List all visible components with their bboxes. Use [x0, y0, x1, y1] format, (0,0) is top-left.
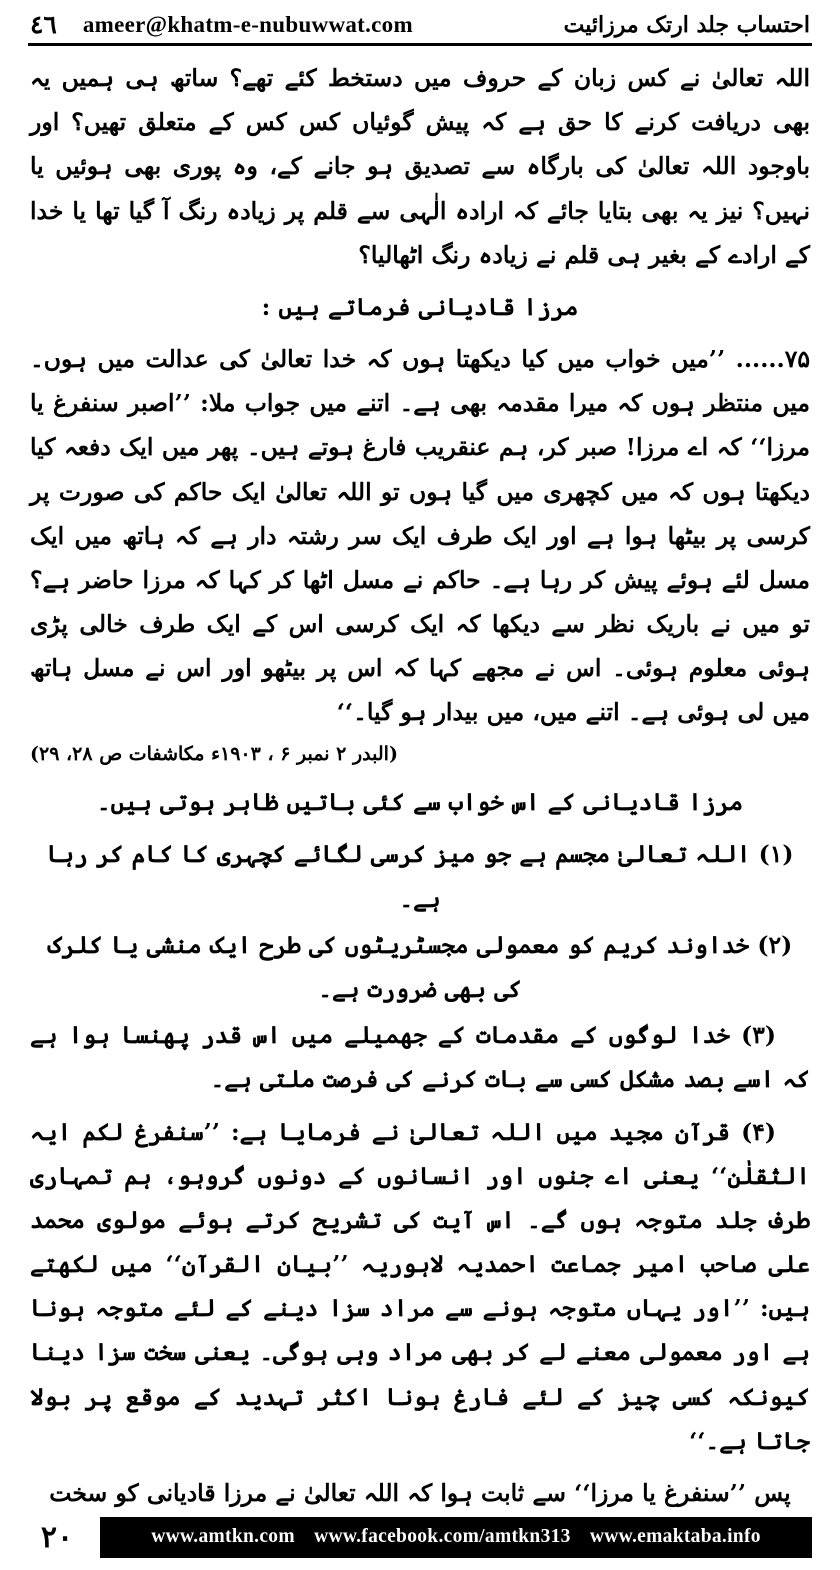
- paragraph-conclusion-intro: مرزا قادیانی کے اس خواب سے کئی باتیں ظاہر ہوتی ہیں۔: [96, 788, 744, 817]
- footer-page-number: ۲۰: [40, 1520, 74, 1556]
- footer-link-emaktaba[interactable]: www.emaktaba.info: [589, 1526, 761, 1548]
- header-divider: [28, 43, 812, 46]
- page-footer: [26, 1517, 814, 1570]
- paragraph-intro: اللہ تعالیٰ نے کس زبان کے حروف میں دستخط کئے تھے؟ ساتھ ہی ہمیں یہ بھی دریافت کرنے کا حق ہے کہ پیش گوئیاں کس کس کے متعلق تھیں؟ اور باوجود اللہ تعالیٰ کی بارگاہ سے تصدیق ہو جانے کے، وہ پوری بھی ہوئیں یا نہیں؟ نیز یہ بھی بتایا جائے کہ ارادہ الٰہی سے قلم پر زیادہ رنگ آ گیا تھا یا خدا کے ارادے کے بغیر ہی قلم نے زیادہ رنگ اٹھالیا؟: [30, 64, 810, 269]
- footer-links-bar: [100, 1517, 812, 1558]
- list-item-point-3: (۳) خدا لوگوں کے مقدمات کے جھمیلے میں اس قدر پھنسا ہوا ہے کہ اسے بصد مشکل کسی سے بات کرنے کی فرصت ملتی ہے۔: [30, 1021, 810, 1094]
- header-left-group: [30, 10, 413, 39]
- list-item-point-1: (۱) اللہ تعالیٰ مجسم ہے جو میز کرسی لگائے کچہری کا کام کر رہا ہے۔: [46, 840, 794, 913]
- paragraph-dream-quote: ۷۵...... ’’میں خواب میں کیا دیکھتا ہوں کہ خدا تعالیٰ کی عدالت میں ہوں۔ میں منتظر ہوں کہ میرا مقدمہ بھی ہے۔ اتنے میں جواب ملا: ’’اصبر سنفرغ یا مرزا‘‘ کہ اے مرزا! صبر کر، ہم عنقریب فارغ ہوتے ہیں۔ پھر میں ایک دفعہ کیا دیکھتا ہوں کہ میں کچھری میں گیا ہوں تو اللہ تعالیٰ ایک حاکم کی صورت پر کرسی پر بیٹھا ہوا ہے اور ایک طرف ایک سر رشتہ دار ہے کہ ہاتھ میں ایک مسل لئے ہوئے پیش کر رہا ہے۔ حاکم نے مسل اٹھا کر کہا کہ مرزا حاضر ہے؟ تو میں نے باریک نظر سے دیکھا کہ ایک کرسی اس کے ایک طرف خالی پڑی ہوئی معلوم ہوئی۔ اس نے مجھے کہا کہ اس پر بیٹھو اور اس نے مسل ہاتھ میں لی ہوئی ہے۔ اتنے میں، میں بیدار ہو گیا۔‘‘: [30, 345, 810, 727]
- header-email: ameer@khatm-e-nubuwwat.com: [82, 11, 413, 37]
- list-item-point-2: (۲) خداوند کریم کو معمولی مجسٹریٹوں کی طرح ایک منشی یا کلرک کی بھی ضرورت ہے۔: [47, 930, 793, 1003]
- page-content: [26, 56, 814, 1517]
- mirza-quote-heading: مرزا قادیانی فرماتے ہیں :: [261, 292, 579, 321]
- header-page-number: ٤٦: [30, 10, 57, 39]
- footer-link-amtkn[interactable]: www.amtkn.com: [151, 1526, 295, 1548]
- book-title: احتساب جلد ارتک مرزائیت: [563, 11, 810, 38]
- page-header: [26, 0, 814, 39]
- list-item-point-4: (۴) قرآن مجید میں اللہ تعالیٰ نے فرمایا ہے: ’’سنفرغ لکم ایہ الثقلٰن‘‘ یعنی اے جنوں اور انسانوں کے دونوں گروہو، ہم تمہاری طرف جلد متوجہ ہوں گے۔ اس آیت کی تشریح کرتے ہوئے مولوی محمد علی صاحب امیر جماعت احمدیہ لاہوریہ ’’بیان القرآن‘‘ میں لکھتے ہیں: ’’اور یہاں متوجہ ہونے سے مراد سزا دینے کے لئے متوجہ ہونا ہے اور معمولی معنے لے کر بھی مراد وہی ہوگی۔ یعنی سخت سزا دینا کیونکہ کسی چیز کے لئے فارغ ہونا اکثر تہدید کے موقع پر بولا جاتا ہے۔‘‘: [30, 1117, 810, 1455]
- footer-link-facebook[interactable]: www.facebook.com/amtkn313: [314, 1526, 571, 1548]
- citation-reference: (البدر ۲ نمبر ۶ ، ۱۹۰۳ء مکاشفات ص ۲۸، ۲۹): [30, 742, 398, 765]
- paragraph-closing: پس ’’سنفرغ یا مرزا‘‘ سے ثابت ہوا کہ اللہ تعالیٰ نے مرزا قادیانی کو سخت: [49, 1478, 791, 1507]
